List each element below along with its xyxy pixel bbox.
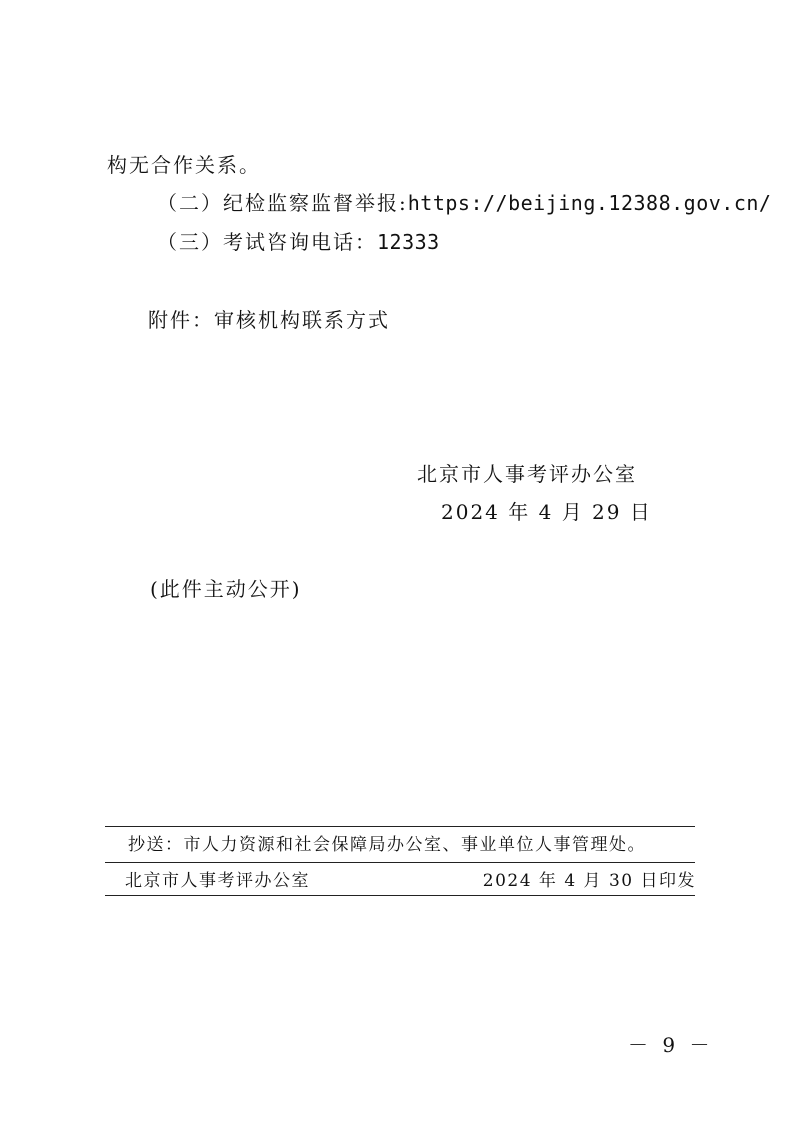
footer-rule-top	[105, 826, 695, 827]
issuer-name: 北京市人事考评办公室	[125, 871, 310, 891]
signature-org: 北京市人事考评办公室	[417, 462, 637, 486]
hotline-number: 12333	[377, 230, 440, 254]
body-line-continuation: 构无合作关系。	[107, 153, 261, 177]
disclosure-note: (此件主动公开)	[150, 577, 302, 601]
issue-date: 2024 年 4 月 30 日印发	[482, 871, 696, 891]
hotline-line	[157, 229, 440, 255]
cc-line: 抄送：市人力资源和社会保障局办公室、事业单位人事管理处。	[128, 835, 646, 855]
hotline-label: （三）考试咨询电话：	[157, 230, 377, 254]
report-label: （二）纪检监察监督举报:	[157, 191, 408, 215]
report-line	[157, 190, 771, 216]
attachment-line: 附件：审核机构联系方式	[148, 308, 390, 332]
page-number: － 9 －	[628, 1033, 714, 1057]
footer-rule-middle	[105, 862, 695, 863]
report-url: https://beijing.12388.gov.cn/	[407, 191, 772, 215]
footer-rule-bottom	[105, 895, 695, 896]
signature-date: 2024 年 4 月 29 日	[441, 500, 652, 524]
